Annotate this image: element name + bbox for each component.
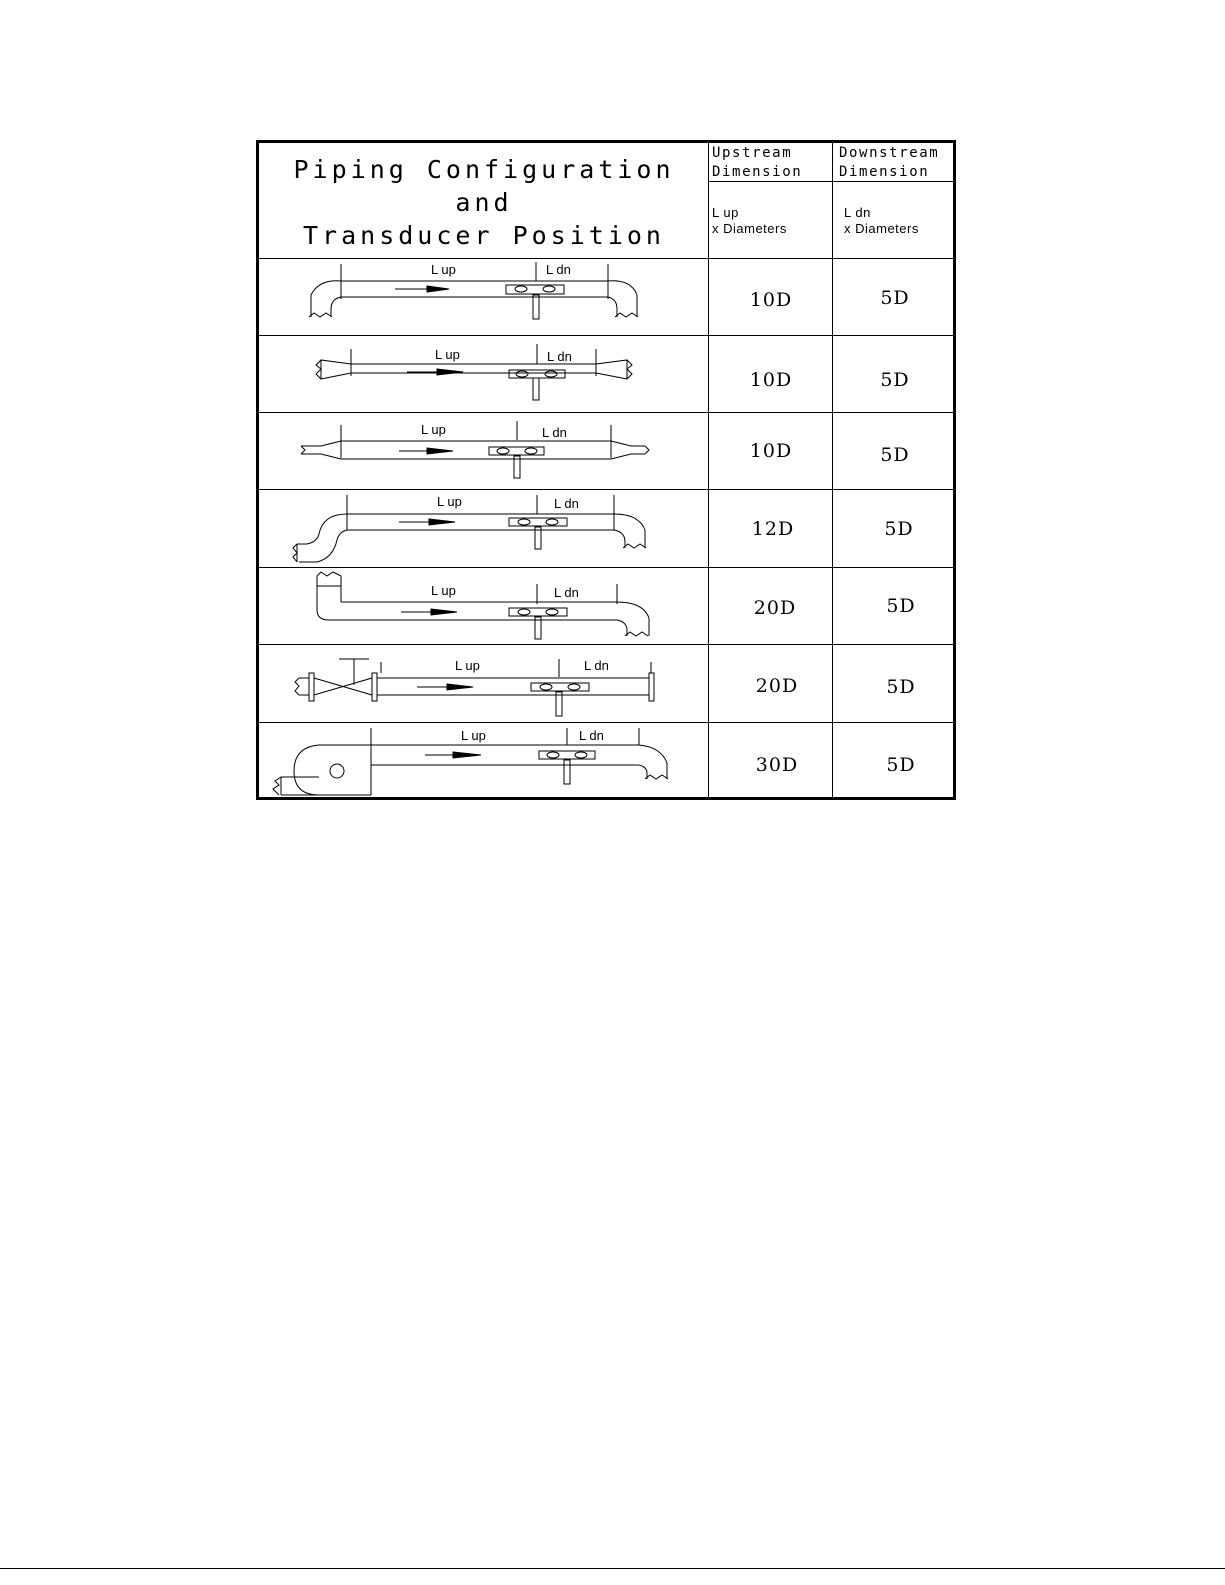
header-line: Downstream: [839, 145, 940, 161]
l-dn-label: L dn: [554, 496, 579, 511]
pipe-diagram-valve: [259, 645, 709, 722]
l-up-label: L up: [421, 422, 446, 437]
pipe-diagram-out-of-plane: [259, 568, 709, 645]
title-line: Piping Configuration: [293, 155, 675, 184]
subheader-line: L up: [712, 205, 739, 220]
l-dn-label: L dn: [584, 658, 609, 673]
downstream-value: 5D: [886, 676, 916, 698]
subheader-line: L dn: [844, 205, 871, 220]
table-title: [259, 153, 709, 252]
header-line: Upstream: [712, 145, 793, 161]
upstream-value: 20D: [755, 675, 799, 697]
downstream-value: 5D: [884, 518, 914, 540]
l-dn-label: L dn: [546, 262, 571, 277]
l-up-label: L up: [461, 728, 486, 743]
pipe-diagram-elbows: [259, 259, 709, 336]
downstream-header: [839, 144, 939, 182]
downstream-value: 5D: [880, 369, 910, 391]
column-divider-2: [832, 143, 833, 797]
title-line: and: [455, 188, 513, 217]
header-line: Dimension: [839, 164, 930, 180]
l-up-label: L up: [431, 583, 456, 598]
downstream-subheader: [844, 205, 919, 237]
l-up-label: L up: [431, 262, 456, 277]
l-up-label: L up: [435, 347, 460, 362]
pipe-diagram-double-elbow: [259, 490, 709, 567]
downstream-value: 5D: [886, 754, 916, 776]
pipe-diagram-pump: [259, 723, 709, 800]
pipe-diagram-reducer: [259, 413, 709, 490]
upstream-subheader: [712, 205, 787, 237]
upstream-value: 10D: [749, 440, 793, 462]
downstream-value: 5D: [880, 444, 910, 466]
upstream-value: 10D: [749, 369, 793, 391]
l-up-label: L up: [437, 494, 462, 509]
upstream-value: 20D: [753, 597, 797, 619]
page-bottom-rule: [0, 1568, 1225, 1569]
l-dn-label: L dn: [542, 425, 567, 440]
l-dn-label: L dn: [547, 349, 572, 364]
title-line: Transducer Position: [303, 221, 665, 250]
l-up-label: L up: [455, 658, 480, 673]
upstream-header: [712, 144, 802, 182]
downstream-value: 5D: [880, 287, 910, 309]
subheader-line: x Diameters: [844, 221, 919, 236]
piping-table: [256, 140, 956, 800]
downstream-value: 5D: [886, 595, 916, 617]
upstream-value: 30D: [755, 754, 799, 776]
subheader-line: x Diameters: [712, 221, 787, 236]
l-dn-label: L dn: [554, 585, 579, 600]
pipe-diagram-expander: [259, 336, 709, 413]
l-dn-label: L dn: [579, 728, 604, 743]
upstream-value: 10D: [749, 289, 793, 311]
upstream-value: 12D: [751, 518, 795, 540]
header-line: Dimension: [712, 164, 803, 180]
